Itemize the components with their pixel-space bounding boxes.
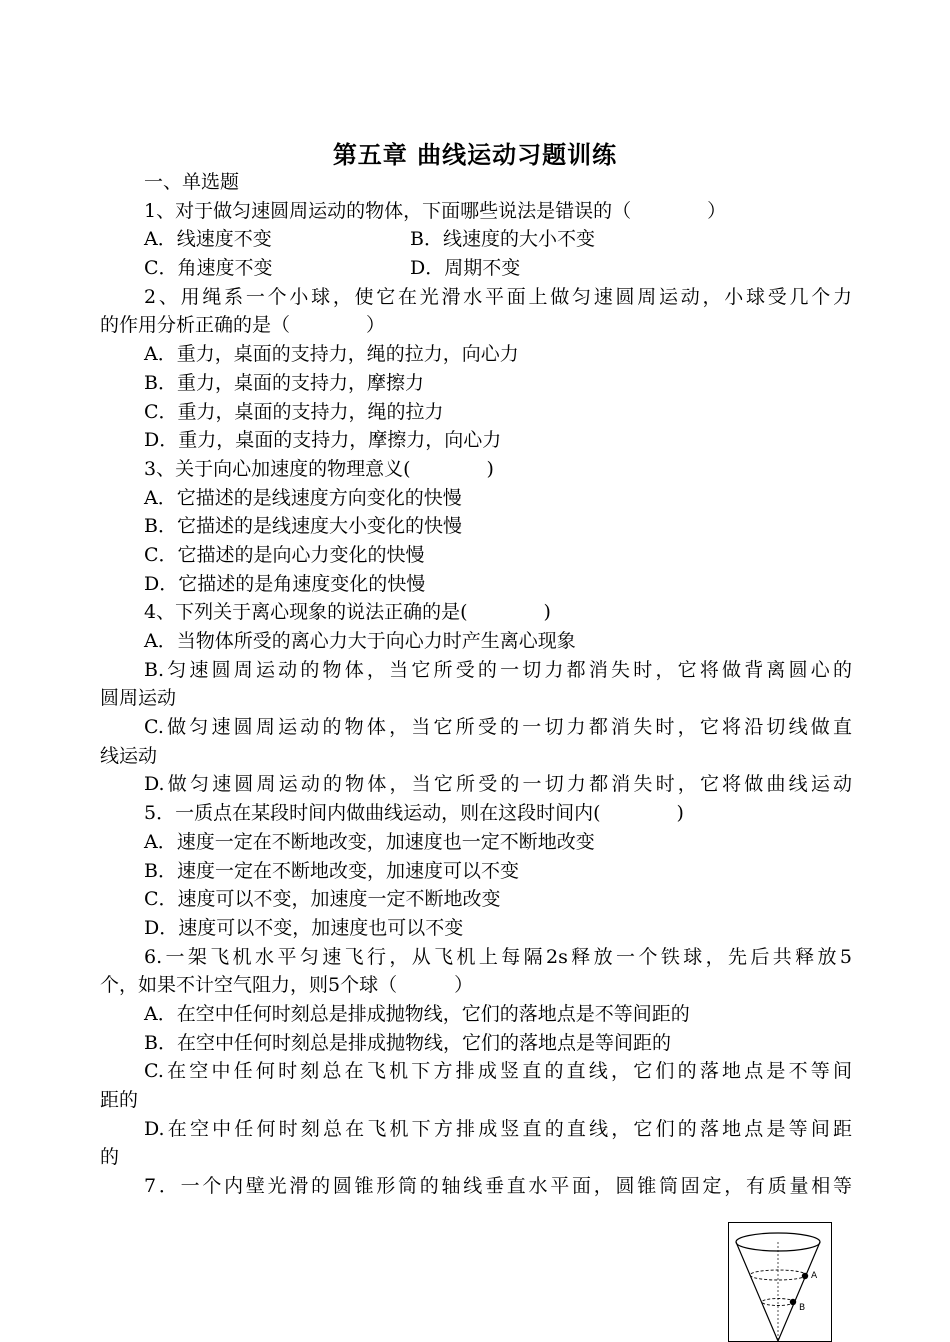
question-1-stem: 1、对于做匀速圆周运动的物体，下面哪些说法是错误的（ ）	[144, 199, 727, 222]
cone-diagram	[728, 1222, 832, 1342]
question-1-options-row-1	[100, 225, 852, 254]
question-4-option-b-line-1: B.匀速圆周运动的物体，当它所受的一切力都消失时，它将做背离圆心的	[144, 658, 852, 681]
question-3-option-b: B．它描述的是线速度大小变化的快慢	[144, 515, 462, 538]
question-5-option-b: B．速度一定在不断地改变，加速度可以不变	[144, 859, 519, 882]
question-1-option-a: A．线速度不变	[144, 228, 272, 251]
question-2-option-d: D．重力，桌面的支持力，摩擦力，向心力	[144, 429, 502, 452]
label-a: A	[811, 1271, 818, 1281]
question-4-stem: 4、下列关于离心现象的说法正确的是( )	[144, 601, 551, 624]
question-4-option-c-line-2: 线运动	[100, 744, 158, 767]
question-4-option-d: D.做匀速圆周运动的物体，当它所受的一切力都消失时，它将做曲线运动	[144, 773, 852, 796]
question-list	[100, 168, 852, 1201]
question-2-option-c: C．重力，桌面的支持力，绳的拉力	[144, 400, 444, 423]
question-6-stem-line-1: 6.一架飞机水平匀速飞行，从飞机上每隔2s释放一个铁球，先后共释放5	[144, 945, 852, 968]
question-1-options-row-2	[100, 254, 852, 283]
question-5-option-c: C．速度可以不变，加速度一定不断地改变	[144, 888, 501, 911]
question-3-option-c: C．它描述的是向心力变化的快慢	[144, 543, 425, 566]
question-2-option-b: B．重力，桌面的支持力，摩擦力	[144, 371, 424, 394]
question-6-stem-line-2: 个，如果不计空气阻力，则5个球（ ）	[100, 974, 474, 997]
question-5-option-a: A．速度一定在不断地改变，加速度也一定不断地改变	[144, 830, 595, 853]
question-1-option-b: B．线速度的大小不变	[410, 228, 595, 251]
page-title: 第五章 曲线运动习题训练	[332, 141, 618, 169]
question-6-option-d-line-1: D.在空中任何时刻总在飞机下方排成竖直的直线，它们的落地点是等间距	[144, 1117, 852, 1140]
question-4-option-c-line-1: C.做匀速圆周运动的物体，当它所受的一切力都消失时，它将沿切线做直	[144, 716, 852, 739]
question-3-option-a: A．它描述的是线速度方向变化的快慢	[144, 486, 462, 509]
question-1-option-c: C．角速度不变	[144, 257, 273, 280]
question-6-option-d-line-2: 的	[100, 1146, 120, 1169]
question-2-option-a: A．重力，桌面的支持力，绳的拉力，向心力	[144, 343, 519, 366]
question-3-option-d: D．它描述的是角速度变化的快慢	[144, 572, 426, 595]
question-2-stem-line-1: 2、用绳系一个小球，使它在光滑水平面上做匀速圆周运动，小球受几个力	[144, 285, 852, 308]
question-5-stem: 5．一质点在某段时间内做曲线运动，则在这段时间内( )	[144, 802, 684, 825]
question-6-option-c-line-2: 距的	[100, 1089, 139, 1111]
ball-b	[790, 1299, 796, 1305]
question-2-stem-line-2: 的作用分析正确的是（ ）	[100, 314, 386, 337]
ball-a	[802, 1273, 808, 1279]
question-4-option-b-line-2: 圆周运动	[100, 687, 177, 710]
question-3-stem: 3、关于向心加速度的物理意义( )	[144, 457, 494, 480]
question-1-option-d: D．周期不变	[410, 257, 521, 280]
label-b: B	[799, 1303, 806, 1313]
question-6-option-b: B．在空中任何时刻总是排成抛物线，它们的落地点是等间距的	[144, 1031, 671, 1054]
question-4-option-a: A．当物体所受的离心力大于向心力时产生离心现象	[144, 630, 576, 652]
question-5-option-d: D．速度可以不变，加速度也可以不变	[144, 916, 464, 939]
question-6-option-a: A．在空中任何时刻总是排成抛物线，它们的落地点是不等间距的	[144, 1002, 690, 1025]
section-heading: 一、单选题	[144, 171, 240, 193]
question-7-stem-line-1: 7．一个内壁光滑的圆锥形筒的轴线垂直水平面，圆锥筒固定，有质量相等	[144, 1175, 852, 1198]
question-6-option-c-line-1: C.在空中任何时刻总在飞机下方排成竖直的直线，它们的落地点是不等间	[144, 1060, 852, 1083]
